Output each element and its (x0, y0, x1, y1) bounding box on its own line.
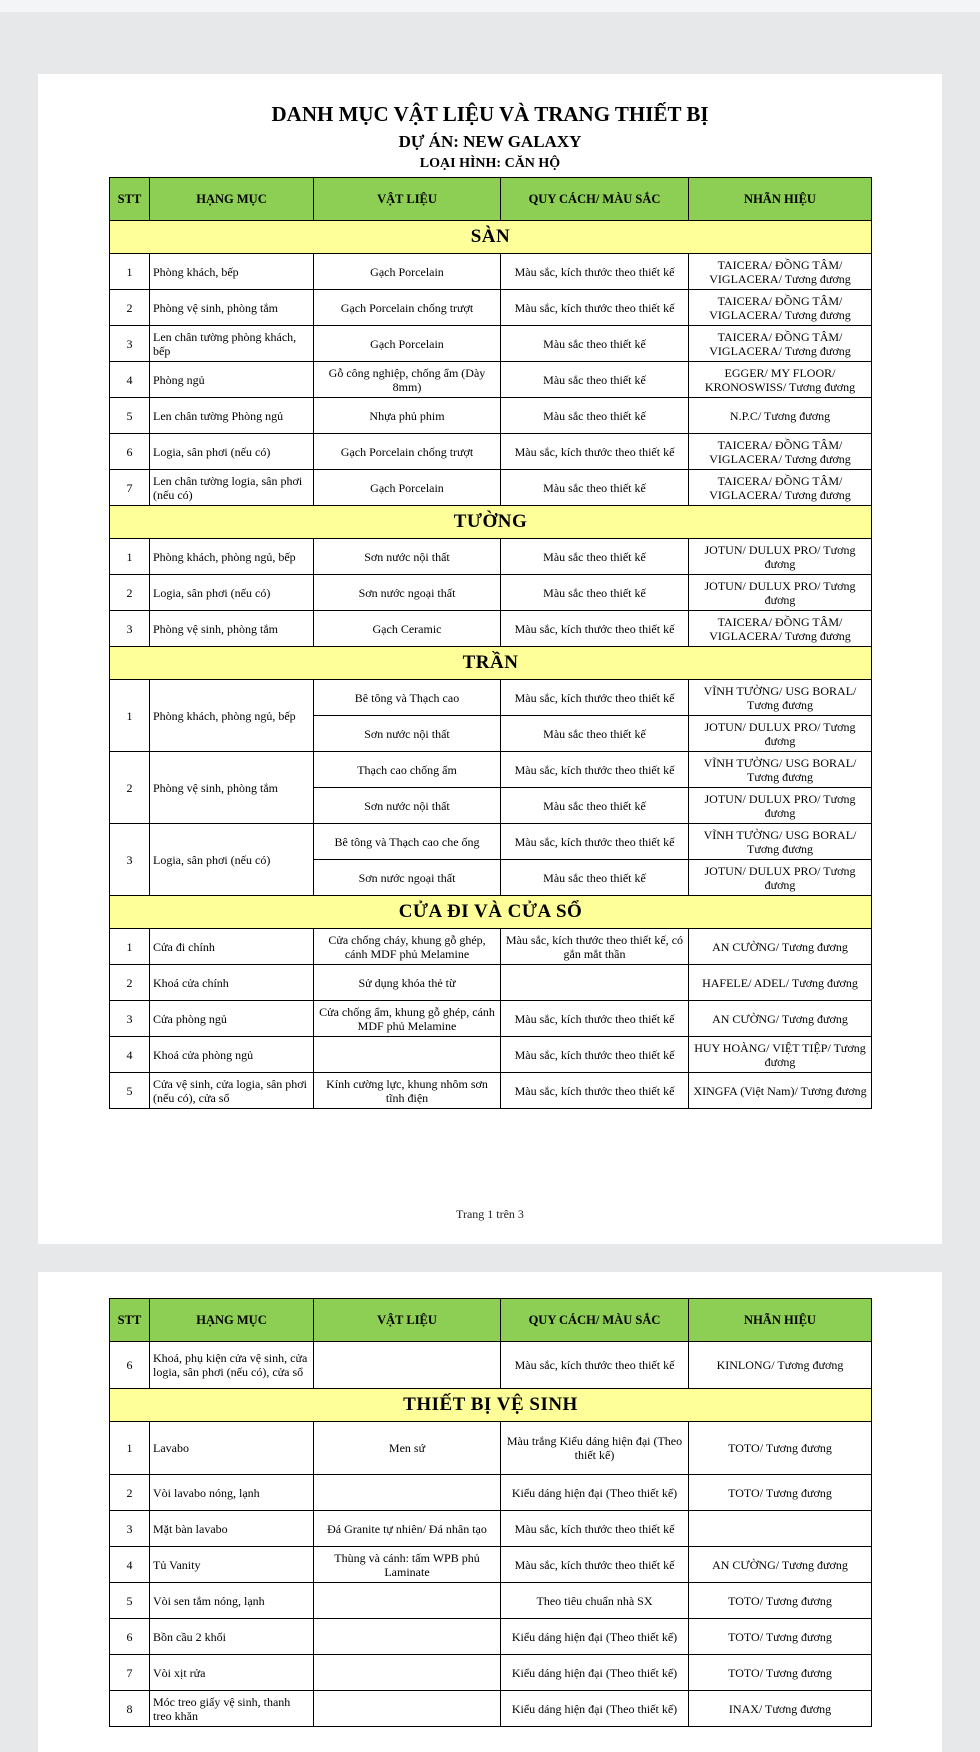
cell-spec: Màu trắng Kiểu dáng hiện đại (Theo thiết kế) (501, 1422, 689, 1475)
cell-brand: AN CƯỜNG/ Tương đương (689, 1547, 872, 1583)
cell-material: Cửa chống cháy, khung gỗ ghép, cánh MDF phủ Melamine (314, 929, 501, 965)
cell-brand: VĨNH TƯỜNG/ USG BORAL/ Tương đương (689, 752, 872, 788)
cell-item: Khoá, phụ kiện cửa vệ sinh, cửa logia, sân phơi (nếu có), cửa sổ (150, 1342, 314, 1389)
cell-spec: Màu sắc, kích thước theo thiết kế (501, 1037, 689, 1073)
cell-stt: 2 (110, 965, 150, 1001)
cell-material: Kính cường lực, khung nhôm sơn tĩnh điện (314, 1073, 501, 1109)
cell-spec: Màu sắc theo thiết kế (501, 362, 689, 398)
table-row (110, 752, 872, 788)
document-page-2 (38, 1272, 942, 1752)
cell-material: Sơn nước ngoại thất (314, 575, 501, 611)
cell-stt: 3 (110, 824, 150, 896)
cell-stt: 6 (110, 1342, 150, 1389)
cell-spec: Màu sắc theo thiết kế (501, 716, 689, 752)
cell-stt: 7 (110, 470, 150, 506)
cell-brand: TAICERA/ ĐỒNG TÂM/ VIGLACERA/ Tương đương (689, 290, 872, 326)
cell-item: Khoá cửa phòng ngủ (150, 1037, 314, 1073)
cell-brand: TOTO/ Tương đương (689, 1475, 872, 1511)
cell-brand: TOTO/ Tương đương (689, 1619, 872, 1655)
cell-brand: TAICERA/ ĐỒNG TÂM/ VIGLACERA/ Tương đương (689, 326, 872, 362)
cell-item: Phòng khách, phòng ngủ, bếp (150, 539, 314, 575)
table-row (110, 1655, 872, 1691)
cell-brand: TOTO/ Tương đương (689, 1422, 872, 1475)
cell-item: Logia, sân phơi (nếu có) (150, 575, 314, 611)
cell-stt: 1 (110, 254, 150, 290)
table-row (110, 575, 872, 611)
table-row (110, 326, 872, 362)
cell-item: Cửa đi chính (150, 929, 314, 965)
cell-spec (501, 965, 689, 1001)
cell-material: Gạch Ceramic (314, 611, 501, 647)
table-row (110, 1073, 872, 1109)
cell-spec: Màu sắc, kích thước theo thiết kế (501, 254, 689, 290)
cell-material (314, 1655, 501, 1691)
cell-spec: Màu sắc, kích thước theo thiết kế (501, 1511, 689, 1547)
cell-item: Phòng vệ sinh, phòng tắm (150, 752, 314, 824)
cell-item: Phòng vệ sinh, phòng tắm (150, 611, 314, 647)
table-row (110, 398, 872, 434)
table-row (110, 965, 872, 1001)
header-brand: NHÃN HIỆU (689, 1299, 872, 1342)
cell-material: Gạch Porcelain chống trượt (314, 434, 501, 470)
cell-item: Phòng ngủ (150, 362, 314, 398)
cell-stt: 7 (110, 1655, 150, 1691)
cell-brand: TOTO/ Tương đương (689, 1655, 872, 1691)
table-row (110, 1583, 872, 1619)
cell-material: Gỗ công nghiệp, chống ẩm (Dày 8mm) (314, 362, 501, 398)
header-item: HẠNG MỤC (150, 178, 314, 221)
table-row (110, 1475, 872, 1511)
cell-spec: Kiểu dáng hiện đại (Theo thiết kế) (501, 1691, 689, 1727)
cell-item: Len chân tường Phòng ngủ (150, 398, 314, 434)
cell-stt: 6 (110, 434, 150, 470)
cell-item: Tủ Vanity (150, 1547, 314, 1583)
cell-spec: Màu sắc theo thiết kế (501, 575, 689, 611)
cell-spec: Màu sắc theo thiết kế (501, 470, 689, 506)
cell-brand: VĨNH TƯỜNG/ USG BORAL/ Tương đương (689, 680, 872, 716)
cell-brand: TAICERA/ ĐỒNG TÂM/ VIGLACERA/ Tương đương (689, 611, 872, 647)
cell-brand: KINLONG/ Tương đương (689, 1342, 872, 1389)
cell-material: Cửa chống ẩm, khung gỗ ghép, cánh MDF phủ Melamine (314, 1001, 501, 1037)
cell-brand: INAX/ Tương đương (689, 1691, 872, 1727)
page-number: Trang 1 trên 3 (456, 1207, 524, 1221)
cell-brand: VĨNH TƯỜNG/ USG BORAL/ Tương đương (689, 824, 872, 860)
document-page-1 (38, 74, 942, 1244)
cell-spec: Màu sắc, kích thước theo thiết kế (501, 290, 689, 326)
cell-material: Bê tông và Thạch cao che ống (314, 824, 501, 860)
cell-spec: Màu sắc, kích thước theo thiết kế, có gắn mắt thần (501, 929, 689, 965)
cell-material: Gạch Porcelain chống trượt (314, 290, 501, 326)
table-row (110, 1619, 872, 1655)
materials-table (109, 177, 872, 1109)
cell-item: Len chân tường phòng khách, bếp (150, 326, 314, 362)
cell-item: Phòng khách, phòng ngủ, bếp (150, 680, 314, 752)
cell-material: Thạch cao chống ẩm (314, 752, 501, 788)
section-title-tran: TRẦN (110, 647, 872, 680)
cell-stt: 2 (110, 752, 150, 824)
cell-spec: Màu sắc, kích thước theo thiết kế (501, 680, 689, 716)
table-header-row (110, 178, 872, 221)
cell-spec: Màu sắc, kích thước theo thiết kế (501, 1073, 689, 1109)
viewer-top-bar (0, 0, 980, 12)
table-row (110, 929, 872, 965)
table-row (110, 1037, 872, 1073)
cell-spec: Màu sắc, kích thước theo thiết kế (501, 1547, 689, 1583)
cell-material: Sử dụng khóa thẻ từ (314, 965, 501, 1001)
cell-item: Phòng vệ sinh, phòng tắm (150, 290, 314, 326)
cell-brand: JOTUN/ DULUX PRO/ Tương đương (689, 539, 872, 575)
cell-material: Bê tông và Thạch cao (314, 680, 501, 716)
table-row (110, 470, 872, 506)
project-name: DỰ ÁN: NEW GALAXY (398, 132, 582, 151)
table-row (110, 1001, 872, 1037)
document-title: DANH MỤC VẬT LIỆU VÀ TRANG THIẾT BỊ (271, 102, 709, 126)
cell-item: Logia, sân phơi (nếu có) (150, 434, 314, 470)
cell-brand: XINGFA (Việt Nam)/ Tương đương (689, 1073, 872, 1109)
cell-stt: 3 (110, 611, 150, 647)
header-item: HẠNG MỤC (150, 1299, 314, 1342)
cell-stt: 4 (110, 1547, 150, 1583)
cell-brand: TAICERA/ ĐỒNG TÂM/ VIGLACERA/ Tương đương (689, 434, 872, 470)
cell-stt: 4 (110, 362, 150, 398)
cell-material: Men sứ (314, 1422, 501, 1475)
section-title-san: SÀN (110, 221, 872, 254)
section-title-tbvs: THIẾT BỊ VỆ SINH (110, 1389, 872, 1422)
cell-stt: 2 (110, 290, 150, 326)
cell-brand: TAICERA/ ĐỒNG TÂM/ VIGLACERA/ Tương đương (689, 254, 872, 290)
cell-spec: Màu sắc, kích thước theo thiết kế (501, 824, 689, 860)
table-header-row (110, 1299, 872, 1342)
cell-material: Gạch Porcelain (314, 470, 501, 506)
cell-brand: AN CƯỜNG/ Tương đương (689, 1001, 872, 1037)
cell-item: Len chân tường logia, sân phơi (nếu có) (150, 470, 314, 506)
cell-brand: AN CƯỜNG/ Tương đương (689, 929, 872, 965)
cell-brand: TOTO/ Tương đương (689, 1583, 872, 1619)
cell-material: Thùng và cánh: tấm WPB phủ Laminate (314, 1547, 501, 1583)
cell-spec: Màu sắc theo thiết kế (501, 326, 689, 362)
cell-stt: 1 (110, 1422, 150, 1475)
header-spec: QUY CÁCH/ MÀU SẮC (501, 178, 689, 221)
cell-material: Sơn nước nội thất (314, 539, 501, 575)
cell-material (314, 1342, 501, 1389)
cell-material: Nhựa phủ phim (314, 398, 501, 434)
cell-item: Logia, sân phơi (nếu có) (150, 824, 314, 896)
cell-item: Khoá cửa chính (150, 965, 314, 1001)
cell-stt: 5 (110, 1583, 150, 1619)
cell-material (314, 1583, 501, 1619)
cell-item: Lavabo (150, 1422, 314, 1475)
table-row (110, 290, 872, 326)
header-material: VẬT LIỆU (314, 178, 501, 221)
housing-type: LOẠI HÌNH: CĂN HỘ (419, 156, 561, 171)
table-row (110, 362, 872, 398)
cell-spec: Màu sắc theo thiết kế (501, 860, 689, 896)
table-row (110, 1342, 872, 1389)
cell-item: Vòi xịt rửa (150, 1655, 314, 1691)
cell-item: Phòng khách, bếp (150, 254, 314, 290)
cell-brand: N.P.C/ Tương đương (689, 398, 872, 434)
table-row (110, 1511, 872, 1547)
cell-spec: Kiểu dáng hiện đại (Theo thiết kế) (501, 1619, 689, 1655)
cell-item: Vòi sen tắm nóng, lạnh (150, 1583, 314, 1619)
cell-spec: Màu sắc, kích thước theo thiết kế (501, 752, 689, 788)
table-row (110, 1422, 872, 1475)
cell-material (314, 1691, 501, 1727)
cell-stt: 1 (110, 680, 150, 752)
table-row (110, 824, 872, 860)
table-row (110, 254, 872, 290)
cell-stt: 8 (110, 1691, 150, 1727)
cell-stt: 2 (110, 1475, 150, 1511)
table-row (110, 680, 872, 716)
cell-spec: Màu sắc, kích thước theo thiết kế (501, 1342, 689, 1389)
cell-spec: Màu sắc theo thiết kế (501, 398, 689, 434)
cell-spec: Kiểu dáng hiện đại (Theo thiết kế) (501, 1655, 689, 1691)
cell-spec: Kiểu dáng hiện đại (Theo thiết kế) (501, 1475, 689, 1511)
cell-item: Cửa vệ sinh, cửa logia, sân phơi (nếu có), cửa sổ (150, 1073, 314, 1109)
cell-brand: JOTUN/ DULUX PRO/ Tương đương (689, 575, 872, 611)
cell-item: Cửa phòng ngủ (150, 1001, 314, 1037)
cell-brand: HAFELE/ ADEL/ Tương đương (689, 965, 872, 1001)
cell-item: Móc treo giấy vệ sinh, thanh treo khăn (150, 1691, 314, 1727)
cell-stt: 5 (110, 398, 150, 434)
cell-material (314, 1037, 501, 1073)
table-row (110, 1691, 872, 1727)
cell-material: Sơn nước nội thất (314, 788, 501, 824)
cell-stt: 4 (110, 1037, 150, 1073)
header-brand: NHÃN HIỆU (689, 178, 872, 221)
cell-stt: 3 (110, 1001, 150, 1037)
section-title-cua: CỬA ĐI VÀ CỬA SỔ (110, 896, 872, 929)
cell-spec: Màu sắc theo thiết kế (501, 539, 689, 575)
cell-spec: Màu sắc, kích thước theo thiết kế (501, 611, 689, 647)
cell-material (314, 1475, 501, 1511)
table-row (110, 539, 872, 575)
header-stt: STT (110, 178, 150, 221)
header-material: VẬT LIỆU (314, 1299, 501, 1342)
cell-material: Sơn nước ngoại thất (314, 860, 501, 896)
cell-brand: JOTUN/ DULUX PRO/ Tương đương (689, 788, 872, 824)
cell-stt: 3 (110, 1511, 150, 1547)
cell-spec: Theo tiêu chuẩn nhà SX (501, 1583, 689, 1619)
cell-stt: 5 (110, 1073, 150, 1109)
header-stt: STT (110, 1299, 150, 1342)
cell-material: Sơn nước nội thất (314, 716, 501, 752)
cell-stt: 2 (110, 575, 150, 611)
cell-item: Vòi lavabo nóng, lạnh (150, 1475, 314, 1511)
section-title-tuong: TƯỜNG (110, 506, 872, 539)
cell-brand: JOTUN/ DULUX PRO/ Tương đương (689, 716, 872, 752)
materials-table-continued (109, 1298, 872, 1727)
cell-stt: 1 (110, 539, 150, 575)
cell-stt: 6 (110, 1619, 150, 1655)
cell-stt: 3 (110, 326, 150, 362)
cell-spec: Màu sắc theo thiết kế (501, 788, 689, 824)
cell-brand: JOTUN/ DULUX PRO/ Tương đương (689, 860, 872, 896)
cell-brand (689, 1511, 872, 1547)
cell-stt: 1 (110, 929, 150, 965)
cell-material: Đá Granite tự nhiên/ Đá nhân tạo (314, 1511, 501, 1547)
cell-brand: EGGER/ MY FLOOR/ KRONOSWISS/ Tương đương (689, 362, 872, 398)
cell-brand: HUY HOÀNG/ VIỆT TIỆP/ Tương đương (689, 1037, 872, 1073)
cell-item: Mặt bàn lavabo (150, 1511, 314, 1547)
header-spec: QUY CÁCH/ MÀU SẮC (501, 1299, 689, 1342)
cell-spec: Màu sắc, kích thước theo thiết kế (501, 434, 689, 470)
table-row (110, 434, 872, 470)
cell-brand: TAICERA/ ĐỒNG TÂM/ VIGLACERA/ Tương đương (689, 470, 872, 506)
cell-material: Gạch Porcelain (314, 326, 501, 362)
cell-material: Gạch Porcelain (314, 254, 501, 290)
table-row (110, 1547, 872, 1583)
cell-spec: Màu sắc, kích thước theo thiết kế (501, 1001, 689, 1037)
cell-material (314, 1619, 501, 1655)
cell-item: Bồn cầu 2 khối (150, 1619, 314, 1655)
table-row (110, 611, 872, 647)
